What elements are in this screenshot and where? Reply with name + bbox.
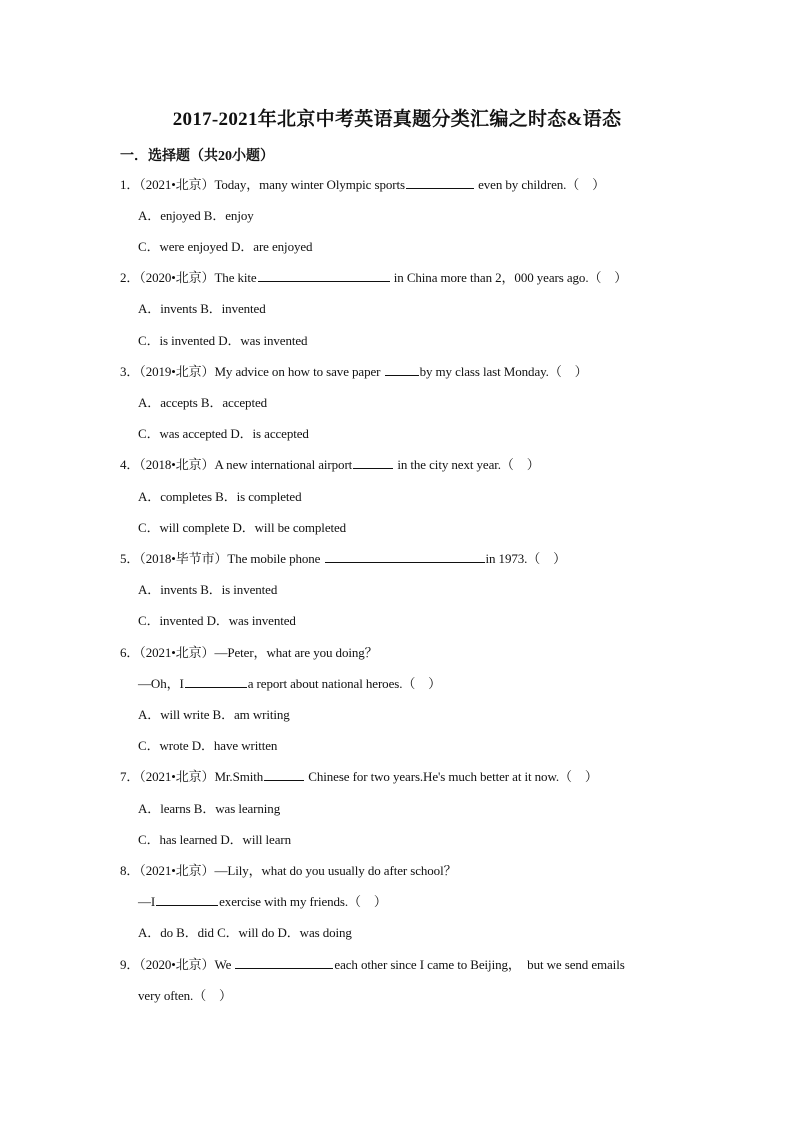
question-8-stem-reply: —I exercise with my friends.（ ） bbox=[138, 894, 387, 909]
question-4-stem: 4．（2018•北京）A new international airport in the city next year.（ ） bbox=[120, 457, 540, 472]
question-8-options: A．do B．did C．will do D．was doing bbox=[138, 925, 352, 940]
question-4-options-cd: C．will complete D．will be completed bbox=[138, 520, 347, 535]
question-7-stem: 7．（2021•北京）Mr.Smith Chinese for two years.He's much better at it now.（ ） bbox=[120, 769, 598, 784]
question-2-options-cd: C．is invented D．was invented bbox=[138, 333, 308, 348]
question-1-options-ab: A．enjoyed B．enjoy bbox=[138, 208, 254, 223]
question-8-stem: 8．（2021•北京）—Lily，what do you usually do after school？ bbox=[120, 863, 457, 878]
question-9-stem: 9．（2020•北京）We each other since I came to Beijing， but we send emails bbox=[120, 957, 625, 972]
answer-blank bbox=[235, 956, 333, 969]
question-3-options-cd: C．was accepted D．is accepted bbox=[138, 426, 309, 441]
question-3-stem: 3．（2019•北京）My advice on how to save paper by my class last Monday.（ ） bbox=[120, 364, 588, 379]
question-6-stem: 6．（2021•北京）—Peter，what are you doing？ bbox=[120, 645, 378, 660]
answer-blank bbox=[406, 176, 474, 189]
answer-blank bbox=[325, 550, 485, 563]
question-3-options-ab: A．accepts B．accepted bbox=[138, 395, 268, 410]
question-6-stem-reply: —Oh，I a report about national heroes.（ ） bbox=[138, 676, 442, 691]
question-6-options-ab: A．will write B．am writing bbox=[138, 707, 290, 722]
answer-blank bbox=[156, 893, 218, 906]
answer-blank bbox=[385, 363, 419, 376]
question-1-options-cd: C．were enjoyed D．are enjoyed bbox=[138, 239, 313, 254]
question-1-stem: 1．（2021•北京）Today，many winter Olympic sports even by children.（ ） bbox=[120, 177, 605, 192]
question-9-stem-continued: very often.（ ） bbox=[138, 988, 232, 1003]
question-6-options-cd: C．wrote D．have written bbox=[138, 738, 278, 753]
question-5-options-cd: C．invented D．was invented bbox=[138, 613, 296, 628]
answer-blank bbox=[353, 456, 393, 469]
answer-blank bbox=[258, 269, 390, 282]
answer-blank bbox=[185, 675, 247, 688]
section-heading: 一．选择题（共20小题） bbox=[120, 149, 274, 164]
question-5-options-ab: A．invents B．is invented bbox=[138, 582, 278, 597]
question-7-options-ab: A．learns B．was learning bbox=[138, 801, 281, 816]
page-title: 2017-2021年北京中考英语真题分类汇编之时态&语态 bbox=[172, 109, 622, 130]
question-4-options-ab: A．completes B．is completed bbox=[138, 489, 302, 504]
question-2-options-ab: A．invents B．invented bbox=[138, 301, 266, 316]
question-5-stem: 5．（2018•毕节市）The mobile phone in 1973.（ ） bbox=[120, 551, 567, 566]
question-7-options-cd: C．has learned D．will learn bbox=[138, 832, 291, 847]
answer-blank bbox=[264, 768, 304, 781]
question-2-stem: 2．（2020•北京）The kite in China more than 2，000 years ago.（ ） bbox=[120, 270, 628, 285]
